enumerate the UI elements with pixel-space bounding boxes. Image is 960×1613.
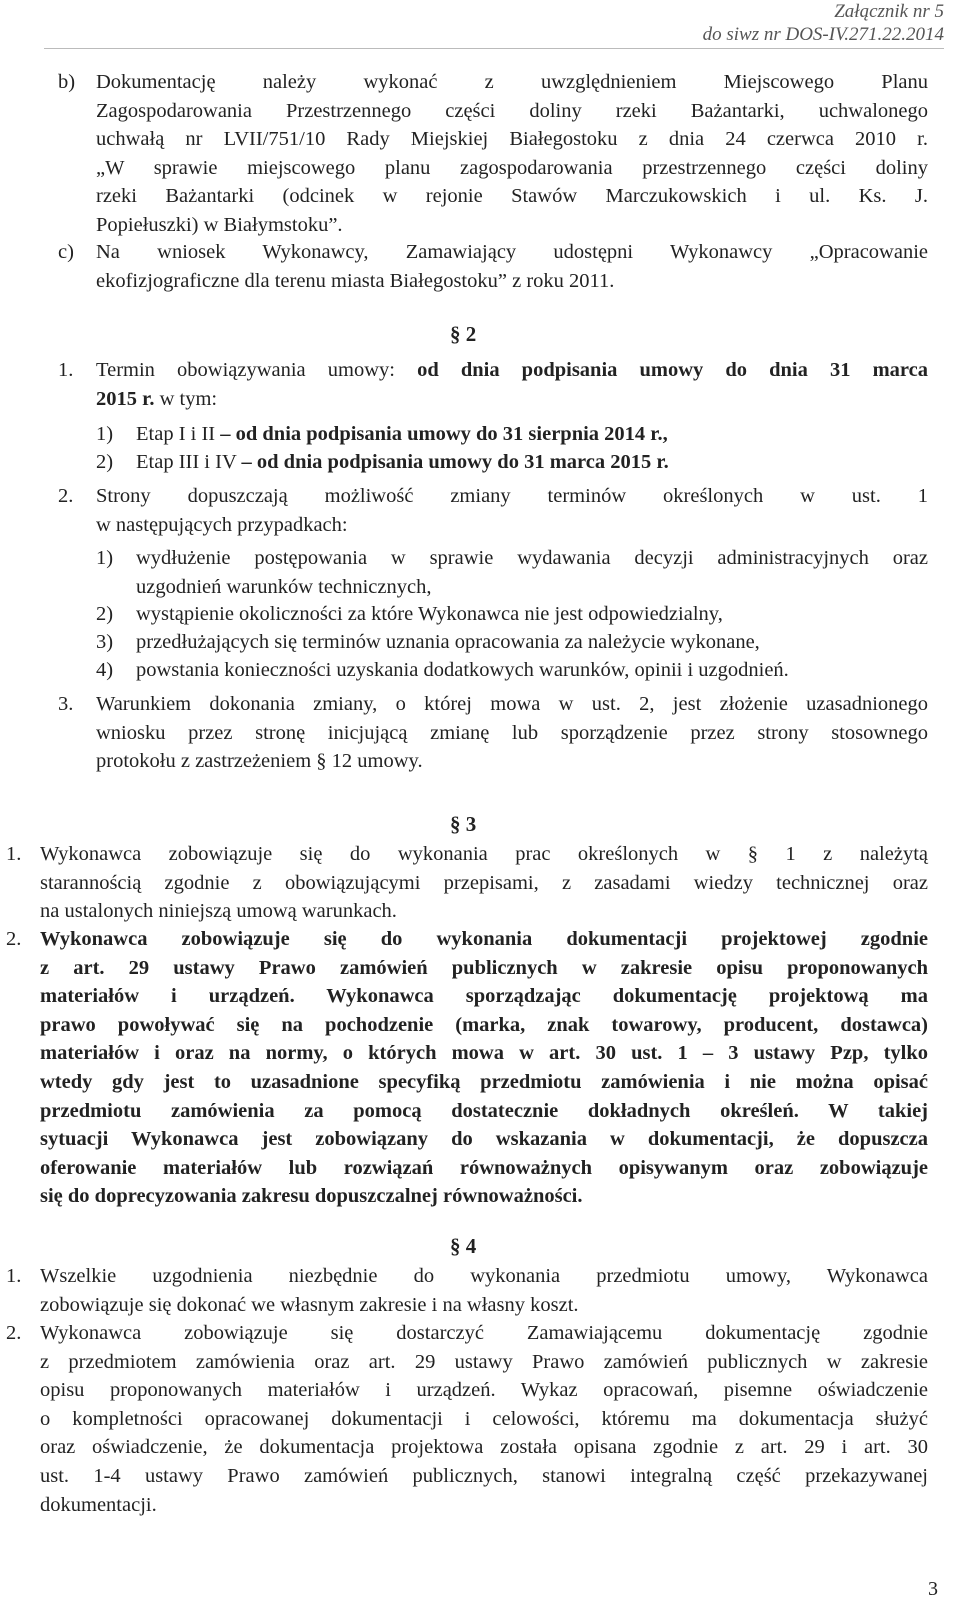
s3-p2-marker: 2. (6, 928, 22, 950)
s2-p1-paragraph (96, 356, 928, 413)
item-b-line: „W sprawie miejscowego planu zagospodarowania przestrzennego części doliny (96, 156, 928, 179)
s2-p3-line: Warunkiem dokonania zmiany, o której mowa w ust. 2, jest złożenie uzasadnionego (96, 693, 928, 715)
s2-p1-item1-marker: 1) (96, 423, 114, 445)
item-b-line: Zagospodarowania Przestrzennego części doliny rzeki Bażantarki, uchwalonego (96, 99, 928, 122)
s2-p3-paragraph (96, 690, 928, 776)
item-b-line: Popiełuszki) w Białymstoku”. (96, 213, 343, 236)
s3-p2-paragraph (40, 925, 928, 1211)
s3-p2-line: przedmiotu zamówienia za pomocą dostatecznie dokładnych określeń. W takiej (40, 1099, 928, 1122)
s4-p2-marker: 2. (6, 1322, 22, 1344)
item-b-line: rzeki Bażantarki (odcinek w rejonie Stawów Marczukowskich i ul. Ks. J. (96, 185, 928, 208)
s3-p2-line: się do doprecyzowania zakresu dopuszczalnej równoważności. (40, 1185, 583, 1208)
s2-p3-line: wniosku przez stronę inicjującą zmianę lub sporządzenie przez strony stosownego (96, 721, 928, 744)
header-annex-label: Załącznik nr 5 (834, 1, 944, 22)
s3-p1-line: na ustalonych niniejszą umową warunkach. (40, 900, 397, 923)
item-b-marker: b) (58, 71, 76, 93)
s4-p1-line: Wszelkie uzgodnienia niezbędnie do wykonania przedmiotu umowy, Wykonawca (40, 1265, 928, 1287)
s4-p2-line: opisu proponowanych materiałów i urządzeń. Wykaz opracowań, pisemne oświadczenie (40, 1379, 928, 1402)
s3-p2-line: oferowanie materiałów lub rozwiązań równoważnych opisywanym oraz zobowiązuje (40, 1156, 928, 1179)
s4-p2-line: ust. 1-4 ustawy Prawo zamówień publicznych, stanowi integralną część przekazywanej (40, 1464, 928, 1487)
s2-p1-marker: 1. (58, 359, 74, 381)
section-4-heading: § 4 (450, 1234, 477, 1258)
s3-p2-line: sytuacji Wykonawca jest zobowiązany do wskazania w dokumentacji, że dopuszcza (40, 1128, 928, 1151)
s2-p2-line: Strony dopuszczają możliwość zmiany terminów określonych w ust. 1 (96, 485, 928, 507)
s2-p2-item3: przedłużających się terminów uznania opracowania za należycie wykonane, (136, 631, 760, 653)
s2-p3-line: protokołu z zastrzeżeniem § 12 umowy. (96, 750, 423, 773)
s2-p2-item4-marker: 4) (96, 659, 114, 681)
item-b-paragraph (96, 68, 928, 240)
s3-p2-line: materiałów i oraz na normy, o których mowa w art. 30 ust. 1 – 3 ustawy Pzp, tylko (40, 1042, 928, 1065)
s2-p2-item1-marker: 1) (96, 547, 114, 569)
s2-p2-marker: 2. (58, 485, 74, 507)
s2-p1-line2: 2015 r. w tym: (96, 387, 218, 410)
s3-p2-line: z art. 29 ustawy Prawo zamówień publicznych w zakresie opisu proponowanych (40, 956, 928, 979)
s2-p1-item2-marker: 2) (96, 451, 114, 473)
s3-p2-line: wtedy gdy jest to uzasadnione specyfiką przedmiotu zamówienia i nie można opisać (40, 1070, 928, 1093)
s4-p2-line: Wykonawca zobowiązuje się dostarczyć Zamawiającemu dokumentację zgodnie (40, 1322, 928, 1344)
s3-p2-line: prawo powoływać się na pochodzenie (marka, znak towarowy, producent, dostawca) (40, 1013, 928, 1036)
s3-p2-line: Wykonawca zobowiązuje się do wykonania dokumentacji projektowej zgodnie (40, 928, 928, 950)
s3-p1-marker: 1. (6, 843, 22, 865)
s4-p2-line: o kompletności opracowanej dokumentacji i celowości, któremu ma dokumentacja służyć (40, 1407, 928, 1430)
section-3-heading: § 3 (450, 812, 477, 836)
s4-p2-line: dokumentacji. (40, 1493, 157, 1516)
page-number: 3 (928, 1578, 938, 1600)
item-b-line: Dokumentację należy wykonać z uwzględnieniem Miejscowego Planu (96, 71, 928, 93)
s2-p1-item2: Etap III i IV – od dnia podpisania umowy do 31 marca 2015 r. (136, 451, 669, 473)
s2-p2-line: w następujących przypadkach: (96, 513, 348, 536)
s3-p1-line: Wykonawca zobowiązuje się do wykonania prac określonych w § 1 z należytą (40, 843, 928, 865)
s2-p1-item1: Etap I i II – od dnia podpisania umowy do 31 sierpnia 2014 r., (136, 423, 668, 445)
item-b-line: uchwałą nr LVII/751/10 Rady Miejskiej Białegostoku z dnia 24 czerwca 2010 r. (96, 128, 928, 151)
item-c-marker: c) (58, 241, 74, 263)
s3-p1-line: starannością zgodnie z obowiązującymi przepisami, z zasadami wiedzy technicznej oraz (40, 871, 928, 894)
s4-p1-line: zobowiązuje się dokonać we własnym zakresie i na własny koszt. (40, 1293, 579, 1316)
s2-p2-item3-marker: 3) (96, 631, 114, 653)
s4-p2-line: z przedmiotem zamówienia oraz art. 29 ustawy Prawo zamówień publicznych w zakresie (40, 1350, 928, 1373)
s4-p2-line: oraz oświadczenie, że dokumentacja projektowa została opisana zgodnie z art. 29 i art. 30 (40, 1436, 928, 1459)
header-divider (44, 48, 944, 49)
s2-p3-marker: 3. (58, 693, 74, 715)
s4-p2-paragraph (40, 1319, 928, 1519)
s2-p2-item2: wystąpienie okoliczności za które Wykonawca nie jest odpowiedzialny, (136, 603, 723, 625)
item-c-line: ekofizjograficzne dla terenu miasta Białegostoku” z roku 2011. (96, 269, 615, 292)
s2-p2-item1 (136, 544, 928, 601)
section-2-heading: § 2 (450, 322, 477, 346)
s4-p1-paragraph (40, 1262, 928, 1319)
s3-p2-line: materiałów i urządzeń. Wykonawca sporządzając dokumentację projektową ma (40, 985, 928, 1008)
s2-p1-line1: Termin obowiązywania umowy: od dnia podpisania umowy do dnia 31 marca (96, 359, 928, 381)
s2-p2-paragraph (96, 482, 928, 539)
item-c-line: Na wniosek Wykonawcy, Zamawiający udostępni Wykonawcy „Opracowanie (96, 241, 928, 263)
s2-p2-item4: powstania konieczności uzyskania dodatkowych warunków, opinii i uzgodnień. (136, 659, 789, 681)
s3-p1-paragraph (40, 840, 928, 926)
s4-p1-marker: 1. (6, 1265, 22, 1287)
s2-p2-item1-line: wydłużenie postępowania w sprawie wydawania decyzji administracyjnych oraz (136, 547, 928, 569)
s2-p2-item1-line: uzgodnień warunków technicznych, (136, 575, 432, 598)
s2-p2-item2-marker: 2) (96, 603, 114, 625)
item-c-paragraph (96, 238, 928, 295)
header-reference: do siwz nr DOS-IV.271.22.2014 (702, 24, 944, 45)
